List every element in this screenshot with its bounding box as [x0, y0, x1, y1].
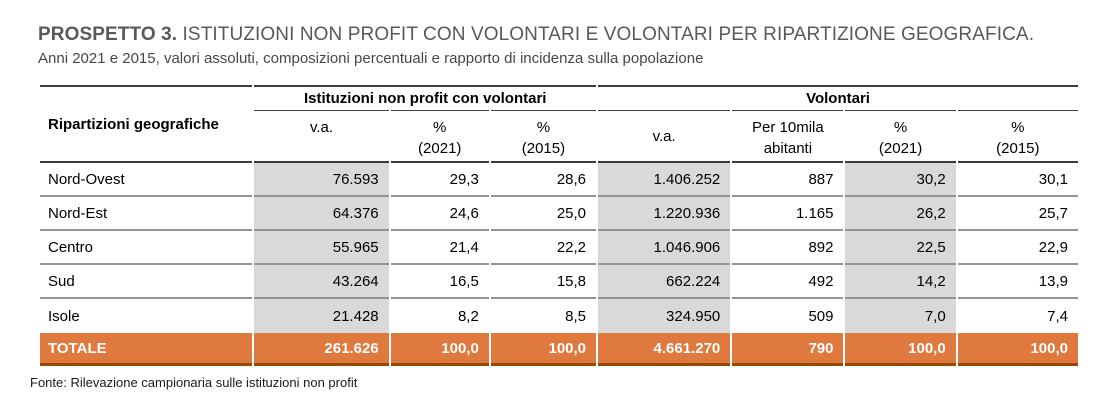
header-line1: %	[893, 119, 908, 136]
cell-per-10mila-abitanti: 887	[732, 163, 843, 197]
column-header-pct-2015-volontari	[958, 110, 1078, 163]
column-header-pct-2021-volontari	[845, 110, 955, 163]
table-row-sud	[40, 265, 1078, 299]
column-header-pct-2021-istituzioni	[391, 110, 489, 163]
header-line2: (2015)	[996, 140, 1040, 157]
cell-va-volontari: 324.950	[598, 299, 730, 333]
table-wrap	[38, 85, 1080, 366]
column-header-per-10mila-abitanti	[732, 110, 843, 163]
header-block	[0, 0, 1116, 68]
cell-pct-2015-volontari: 30,1	[958, 163, 1078, 197]
total-va-volontari: 4.661.270	[598, 333, 730, 366]
cell-per-10mila-abitanti: 509	[808, 307, 834, 325]
cell-pct-2015-istituzioni: 28,6	[491, 163, 596, 197]
table-total-row	[40, 333, 1078, 366]
row-label: Sud	[40, 265, 252, 299]
cell-per-10mila-abitanti: 892	[732, 231, 843, 265]
column-header-va-volontari	[598, 110, 730, 163]
cell-pct-2021-volontari: 7,0	[845, 299, 955, 333]
table-row-nord-est	[40, 197, 1078, 231]
cell-per-10mila-abitanti: 1.165	[732, 197, 843, 231]
cell-va-istituzioni: 21.428	[254, 299, 388, 333]
header-line1: Per 10mila	[752, 119, 824, 136]
cell-pct-2015-istituzioni: 15,8	[491, 265, 596, 299]
total-pct-2021-volontari: 100,0	[845, 333, 955, 366]
total-per-10mila-abitanti: 790	[732, 333, 843, 366]
title-prefix: PROSPETTO 3.	[38, 24, 178, 45]
total-pct-2021-istituzioni: 100,0	[391, 333, 489, 366]
header-line1: %	[433, 119, 447, 136]
table-row-nord-ovest	[40, 163, 1078, 197]
cell-pct-2021-istituzioni: 24,6	[391, 197, 489, 231]
cell-pct-2015-volontari: 25,7	[958, 197, 1078, 231]
source-note: Fonte: Rilevazione campionaria sulle istituzioni non profit	[30, 375, 358, 390]
title-rest: ISTITUZIONI NON PROFIT CON VOLONTARI E VOLONTARI PER RIPARTIZIONE GEOGRAFICA.	[177, 24, 1035, 45]
group-header-volontari: Volontari	[598, 85, 1078, 110]
header-line2: (2015)	[521, 140, 566, 157]
cell-pct-2015-volontari: 13,9	[958, 265, 1078, 299]
cell-va-istituzioni: 55.965	[254, 231, 388, 265]
header-line2: (2021)	[418, 140, 462, 157]
page-subtitle: Anni 2021 e 2015, valori assoluti, composizioni percentuali e rapporto di incidenza sulla popolazione	[38, 50, 704, 67]
cell-pct-2021-volontari: 26,2	[845, 197, 955, 231]
cell-va-istituzioni: 64.376	[254, 197, 388, 231]
cell-pct-2021-volontari: 14,2	[845, 265, 955, 299]
total-row-label: TOTALE	[40, 333, 252, 366]
header-line1: %	[1011, 119, 1025, 136]
cell-pct-2015-istituzioni: 22,2	[491, 231, 596, 265]
cell-va-volontari: 662.224	[598, 265, 730, 299]
cell-per-10mila-abitanti: 492	[732, 265, 843, 299]
table-row-isole	[40, 299, 1078, 333]
header-line1: v.a.	[309, 119, 334, 136]
table-row-centro	[40, 231, 1078, 265]
total-pct-2015-istituzioni: 100,0	[491, 333, 596, 366]
total-va-istituzioni: 261.626	[254, 333, 388, 366]
cell-pct-2021-istituzioni: 21,4	[391, 231, 489, 265]
data-table	[38, 85, 1080, 366]
header-line2: abitanti	[763, 140, 813, 157]
cell-pct-2021-istituzioni: 29,3	[391, 163, 489, 197]
cell-pct-2021-volontari: 22,5	[845, 231, 955, 265]
cell-va-istituzioni: 76.593	[254, 163, 388, 197]
cell-pct-2015-volontari: 7,4	[1047, 307, 1068, 325]
cell-pct-2021-istituzioni: 16,5	[391, 265, 489, 299]
page-title	[38, 24, 1080, 46]
cell-pct-2015-istituzioni: 8,5	[565, 307, 587, 325]
cell-pct-2021-volontari: 30,2	[845, 163, 955, 197]
row-label: Nord-Ovest	[40, 163, 252, 197]
total-pct-2015-volontari: 100,0	[958, 333, 1078, 366]
column-header-va-istituzioni	[254, 110, 388, 163]
table-group-header-row	[40, 85, 1078, 110]
row-label: Centro	[40, 231, 252, 265]
cell-pct-2015-volontari: 22,9	[958, 231, 1078, 265]
header-line1: %	[536, 119, 551, 136]
column-header-pct-2015-istituzioni	[491, 110, 596, 163]
header-line2: (2021)	[878, 140, 923, 157]
cell-va-istituzioni: 43.264	[254, 265, 388, 299]
column-header-ripartizioni-geografiche: Ripartizioni geografiche	[40, 85, 252, 163]
cell-va-volontari: 1.046.906	[598, 231, 730, 265]
cell-va-volontari: 1.220.936	[598, 197, 730, 231]
cell-pct-2021-istituzioni: 8,2	[457, 307, 479, 325]
row-label: Nord-Est	[40, 197, 252, 231]
cell-va-volontari: 1.406.252	[598, 163, 730, 197]
cell-pct-2015-istituzioni: 25,0	[491, 197, 596, 231]
group-header-istituzioni-non-profit: Istituzioni non profit con volontari	[254, 85, 596, 110]
row-label: Isole	[48, 307, 80, 325]
header-line1: v.a.	[652, 127, 676, 145]
